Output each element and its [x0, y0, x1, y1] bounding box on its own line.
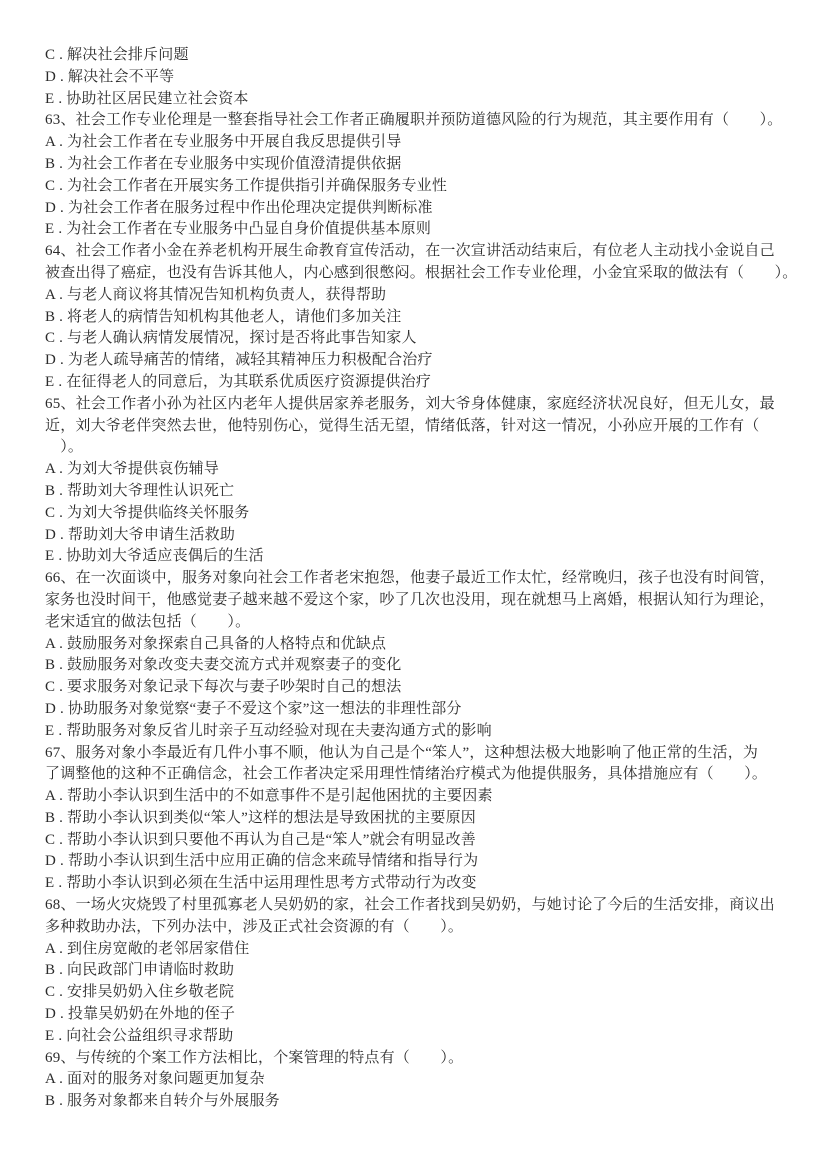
question-66-stem-line-1: 66、在一次面谈中，服务对象向社会工作者老宋抱怨，他妻子最近工作太忙，经常晚归，孩子也没有时间管， — [45, 570, 775, 587]
question-64-option-b: B . 将老人的病情告知机构其他老人，请他们多加关注 — [45, 308, 402, 325]
question-65-option-e: E . 协助刘大爷适应丧偶后的生活 — [45, 548, 264, 565]
question-66-option-c: C . 要求服务对象记录下每次与妻子吵架时自己的想法 — [45, 679, 402, 696]
carryover-option-line-e: E . 协助社区居民建立社会资本 — [45, 90, 249, 107]
carryover-option-line-d: D . 解决社会不平等 — [45, 68, 175, 85]
question-67 — [45, 743, 792, 896]
question-67-stem-line-1: 67、服务对象小李最近有几件小事不顺，他认为自己是个“笨人”，这种想法极大地影响了他正常的生活，为 — [45, 744, 759, 761]
question-64 — [45, 241, 798, 394]
question-66-option-b: B . 鼓励服务对象改变夫妻交流方式并观察妻子的变化 — [45, 657, 402, 674]
question-66 — [45, 568, 792, 742]
question-67-option-a: A . 帮助小李认识到生活中的不如意事件不是引起他困扰的主要因素 — [45, 788, 493, 805]
question-63-stem-line-1: 63、社会工作专业伦理是一整套指导社会工作者正确履职并预防道德风险的行为规范，其主要作用有（ ）。 — [45, 112, 783, 129]
question-67-stem-line-2: 了调整他的这种不正确信念，社会工作者决定采用理性情绪治疗模式为他提供服务，具体措施应有（ ）。 — [45, 766, 768, 783]
question-63-option-e: E . 为社会工作者在专业服务中凸显自身价值提供基本原则 — [45, 221, 432, 238]
question-69 — [45, 1048, 792, 1113]
question-69-option-a: A . 面对的服务对象问题更加复杂 — [45, 1071, 265, 1088]
question-63-option-a: A . 为社会工作者在专业服务中开展自我反思提供引导 — [45, 134, 402, 151]
question-68-stem-line-2: 多种救助办法，下列办法中，涉及正式社会资源的有（ ）。 — [45, 918, 464, 935]
question-65-stem-line-1: 65、社会工作者小孙为社区内老年人提供居家养老服务，刘大爷身体健康，家庭经济状况良好，但无儿女，最 — [45, 395, 775, 412]
question-65-option-a: A . 为刘大爷提供哀伤辅导 — [45, 461, 220, 478]
question-64-stem-line-2: 被查出得了癌症，也没有告诉其他人，内心感到很憋闷。根据社会工作专业伦理，小金宜采取的做法有（ ）。 — [45, 264, 798, 281]
question-67-option-d: D . 帮助小李认识到生活中应用正确的信念来疏导情绪和指导行为 — [45, 853, 479, 870]
question-68 — [45, 895, 792, 1048]
question-66-option-a: A . 鼓励服务对象探索自己具备的人格特点和优缺点 — [45, 635, 387, 652]
question-63-option-b: B . 为社会工作者在专业服务中实现价值澄清提供依据 — [45, 155, 402, 172]
question-68-option-d: D . 投靠吴奶奶在外地的侄子 — [45, 1006, 236, 1023]
question-64-option-a: A . 与老人商议将其情况告知机构负责人，获得帮助 — [45, 286, 387, 303]
question-64-option-c: C . 与老人确认病情发展情况，探讨是否将此事告知家人 — [45, 330, 417, 347]
question-65-stem-line-2: 近，刘大爷老伴突然去世，他特别伤心，觉得生活无望，情绪低落，针对这一情况，小孙应开展的工作有（ — [45, 417, 760, 434]
question-63-option-c: C . 为社会工作者在开展实务工作提供指引并确保服务专业性 — [45, 177, 448, 194]
question-68-stem-line-1: 68、一场火灾烧毁了村里孤寡老人吴奶奶的家，社会工作者找到吴奶奶，与她讨论了今后的生活安排，商议出 — [45, 897, 775, 914]
question-65 — [45, 394, 792, 568]
question-67-option-b: B . 帮助小李认识到类似“笨人”这样的想法是导致困扰的主要原因 — [45, 809, 476, 826]
question-68-option-e: E . 向社会公益组织寻求帮助 — [45, 1027, 234, 1044]
question-65-option-b: B . 帮助刘大爷理性认识死亡 — [45, 482, 235, 499]
question-66-stem-line-3: 老宋适宜的做法包括（ ）。 — [45, 613, 251, 630]
question-64-option-d: D . 为老人疏导痛苦的情绪，减轻其精神压力积极配合治疗 — [45, 352, 433, 369]
question-65-option-d: D . 帮助刘大爷申请生活救助 — [45, 526, 236, 543]
question-68-option-a: A . 到住房宽敞的老邻居家借住 — [45, 940, 250, 957]
question-63-option-d: D . 为社会工作者在服务过程中作出伦理决定提供判断标准 — [45, 199, 433, 216]
question-69-option-b: B . 服务对象都来自转介与外展服务 — [45, 1093, 280, 1110]
question-68-option-c: C . 安排吴奶奶入住乡敬老院 — [45, 984, 235, 1001]
question-list — [45, 45, 798, 1113]
question-66-option-d: D . 协助服务对象觉察“妻子不爱这个家”这一想法的非理性部分 — [45, 700, 462, 717]
question-65-stem-line-3: ）。 — [45, 439, 84, 456]
question-63 — [45, 110, 792, 241]
question-66-option-e: E . 帮助服务对象反省儿时亲子互动经验对现在夫妻沟通方式的影响 — [45, 722, 492, 739]
question-68-option-b: B . 向民政部门申请临时救助 — [45, 962, 235, 979]
question-66-stem-line-2: 家务也没时间干，他感觉妻子越来越不爱这个家，吵了几次也没用，现在就想马上离婚，根据认知行为理论， — [45, 591, 775, 608]
question-69-stem-line-1: 69、与传统的个案工作方法相比，个案管理的特点有（ ）。 — [45, 1049, 464, 1066]
carryover-option-line-c: C . 解决社会排斥问题 — [45, 47, 189, 63]
question-65-option-c: C . 为刘大爷提供临终关怀服务 — [45, 504, 250, 521]
question-67-option-c: C . 帮助小李认识到只要他不再认为自己是“笨人”就会有明显改善 — [45, 831, 476, 848]
question-67-option-e: E . 帮助小李认识到必须在生活中运用理性思考方式带动行为改变 — [45, 875, 477, 892]
question-64-stem-line-1: 64、社会工作者小金在养老机构开展生命教育宣传活动，在一次宣讲活动结束后，有位老人主动找小金说自己 — [45, 243, 775, 260]
question-64-option-e: E . 在征得老人的同意后，为其联系优质医疗资源提供治疗 — [45, 373, 432, 390]
